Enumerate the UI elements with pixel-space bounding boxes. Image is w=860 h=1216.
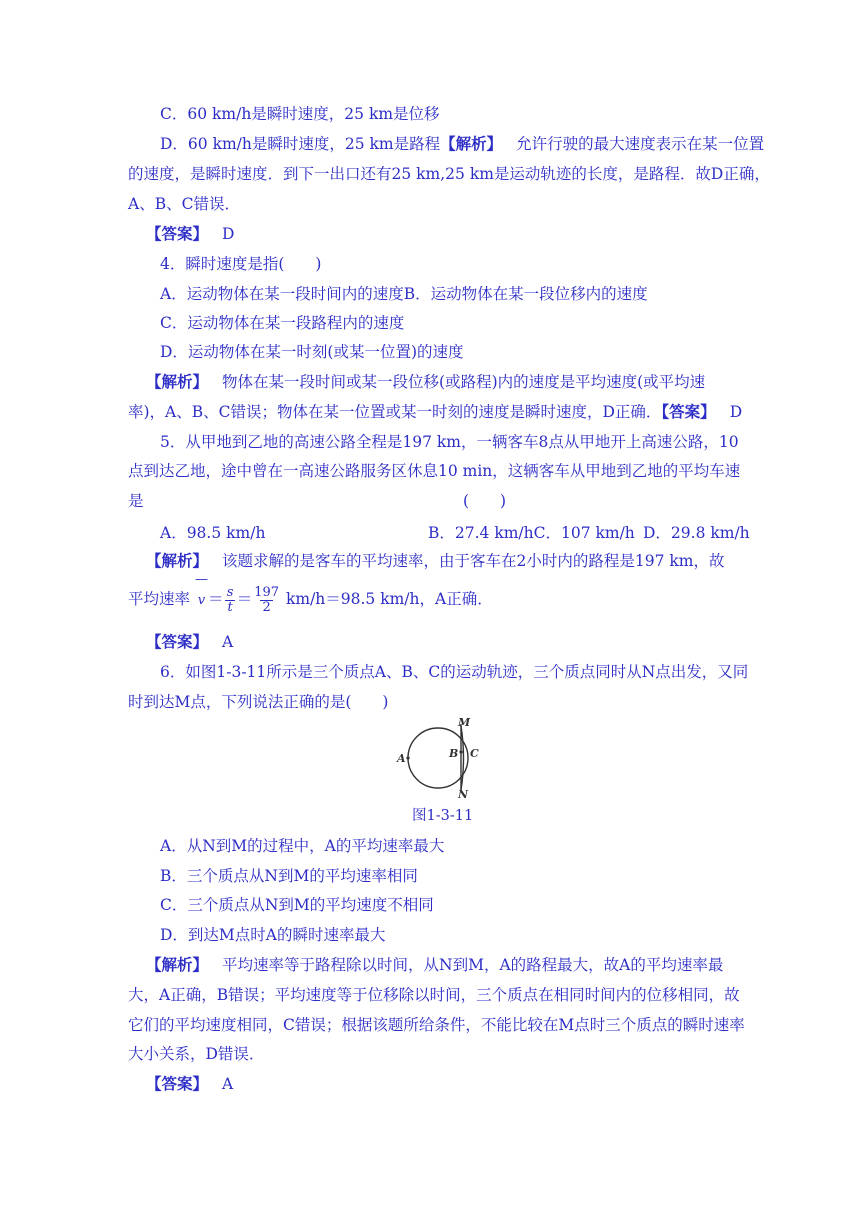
- q6-option-b: B．三个质点从N到M的平均速率相同: [160, 867, 418, 885]
- figure-caption: 图1-3-11: [412, 808, 474, 824]
- q6-analysis-4: 大小关系，D错误．: [128, 1045, 265, 1063]
- q5-option-bc: B．27.4 km/hC．107 km/h: [428, 524, 635, 542]
- q5-eq-2: ＝: [236, 590, 253, 608]
- q5-formula-prefix: 平均速率: [128, 590, 191, 608]
- q4-analysis-line-1: [146, 372, 705, 392]
- q5-option-d: D．29.8 km/h: [643, 524, 750, 542]
- avg-velocity-symbol: — v: [194, 572, 208, 608]
- label-a: A: [397, 752, 406, 765]
- q4-option-c: C．运动物体在某一段路程内的速度: [160, 314, 405, 332]
- q5-formula-line: [128, 572, 493, 618]
- q4-option-d: D．运动物体在某一时刻(或某一位置)的速度: [160, 343, 464, 361]
- q4-answer-tag: 【答案】: [661, 402, 716, 421]
- q5-formula-suffix: km/h＝98.5 km/h，A正确．: [285, 590, 493, 608]
- q6-option-c: C．三个质点从N到M的平均速度不相同: [160, 896, 434, 914]
- q3-analysis-3: A、B、C错误．: [128, 195, 240, 213]
- q5-analysis-1: 该题求解的是客车的平均速率，由于客车在2小时内的路程是197 km，故: [222, 552, 725, 570]
- label-b: B: [449, 747, 459, 760]
- q4-analysis-line-2: [128, 402, 742, 422]
- q6-answer-tag: 【答案】: [146, 1074, 209, 1093]
- q5-stem-1: 5．从甲地到乙地的高速公路全程是197 km，一辆客车8点从甲地开上高速公路，10: [160, 433, 739, 451]
- q4-analysis-2: 率)，A、B、C错误；物体在某一位置或某一时刻的速度是瞬时速度，D正确．: [128, 403, 662, 421]
- trajectory-circle: [408, 728, 468, 788]
- q6-analysis-line-1: [146, 955, 723, 975]
- q6-analysis-tag: 【解析】: [146, 955, 209, 974]
- q3-answer-tag: 【答案】: [146, 224, 209, 243]
- q6-option-a: A．从N到M的过程中，A的平均速率最大: [160, 837, 445, 855]
- label-n: N: [458, 788, 469, 798]
- q6-stem-2: 时到达M点，下列说法正确的是( ): [128, 693, 389, 711]
- trajectory-figure: [395, 712, 495, 798]
- q3-analysis-2: 的速度，是瞬时速度．到下一出口还有25 km,25 km是运动轨迹的长度，是路程．故D正确，: [128, 165, 770, 183]
- q4-analysis-tag: 【解析】: [146, 372, 209, 391]
- q5-answer-line: [146, 632, 233, 652]
- point-b-dot: [459, 750, 462, 753]
- q6-stem-1: 6．如图1-3-11所示是三个质点A、B、C的运动轨迹，三个质点同时从N点出发，又同: [160, 663, 749, 681]
- q4-answer: D: [729, 403, 743, 421]
- q5-analysis-line-1: [146, 551, 724, 571]
- fraction-s-over-t: $\frac{s}{t}$: [226, 584, 234, 615]
- q3-option-d: D．60 km/h是瞬时速度，25 km是路程: [160, 135, 441, 153]
- q6-answer-line: [146, 1074, 233, 1094]
- q3-answer-line: [146, 224, 234, 244]
- q4-stem: 4．瞬时速度是指( ): [160, 255, 322, 273]
- q3-analysis-tag: 【解析】: [440, 134, 503, 153]
- label-m: M: [458, 716, 471, 729]
- label-c: C: [470, 747, 479, 760]
- q5-option-a: A．98.5 km/h: [160, 524, 266, 542]
- q5-answer: A: [222, 633, 234, 651]
- q4-analysis-1: 物体在某一段时间或某一段位移(或路程)内的速度是平均速度(或平均速: [222, 373, 706, 391]
- q6-analysis-3: 它们的平均速度相同，C错误；根据该题所给条件，不能比较在M点时三个质点的瞬时速率: [128, 1016, 745, 1034]
- q3-option-c: C．60 km/h是瞬时速度，25 km是位移: [160, 105, 440, 123]
- q5-stem-2: 点到达乙地，途中曾在一高速公路服务区休息10 min，这辆客车从甲地到乙地的平均车速: [128, 462, 741, 480]
- q6-analysis-2: 大，A正确，B错误；平均速度等于位移除以时间，三个质点在相同时间内的位移相同，故: [128, 986, 740, 1004]
- q5-eq-1: ＝: [207, 590, 224, 608]
- q3-analysis-1: 允许行驶的最大速度表示在某一位置: [516, 135, 765, 153]
- q5-stem-paren: ( ): [463, 492, 507, 510]
- fraction-197-over-2: $\frac{197}{2}$: [254, 584, 280, 615]
- q6-option-d: D．到达M点时A的瞬时速率最大: [160, 926, 386, 944]
- point-a-dot: [406, 756, 409, 759]
- q5-analysis-tag: 【解析】: [146, 551, 209, 570]
- q3-answer: D: [222, 225, 235, 243]
- q6-answer: A: [222, 1075, 234, 1093]
- q5-answer-tag: 【答案】: [146, 632, 209, 651]
- q3-option-d-line: [160, 134, 764, 154]
- q6-analysis-1: 平均速率等于路程除以时间，从N到M，A的路程最大，故A的平均速率最: [222, 956, 724, 974]
- q4-option-ab: A．运动物体在某一段时间内的速度B．运动物体在某一段位移内的速度: [160, 285, 648, 303]
- q5-stem-3: 是: [128, 492, 144, 510]
